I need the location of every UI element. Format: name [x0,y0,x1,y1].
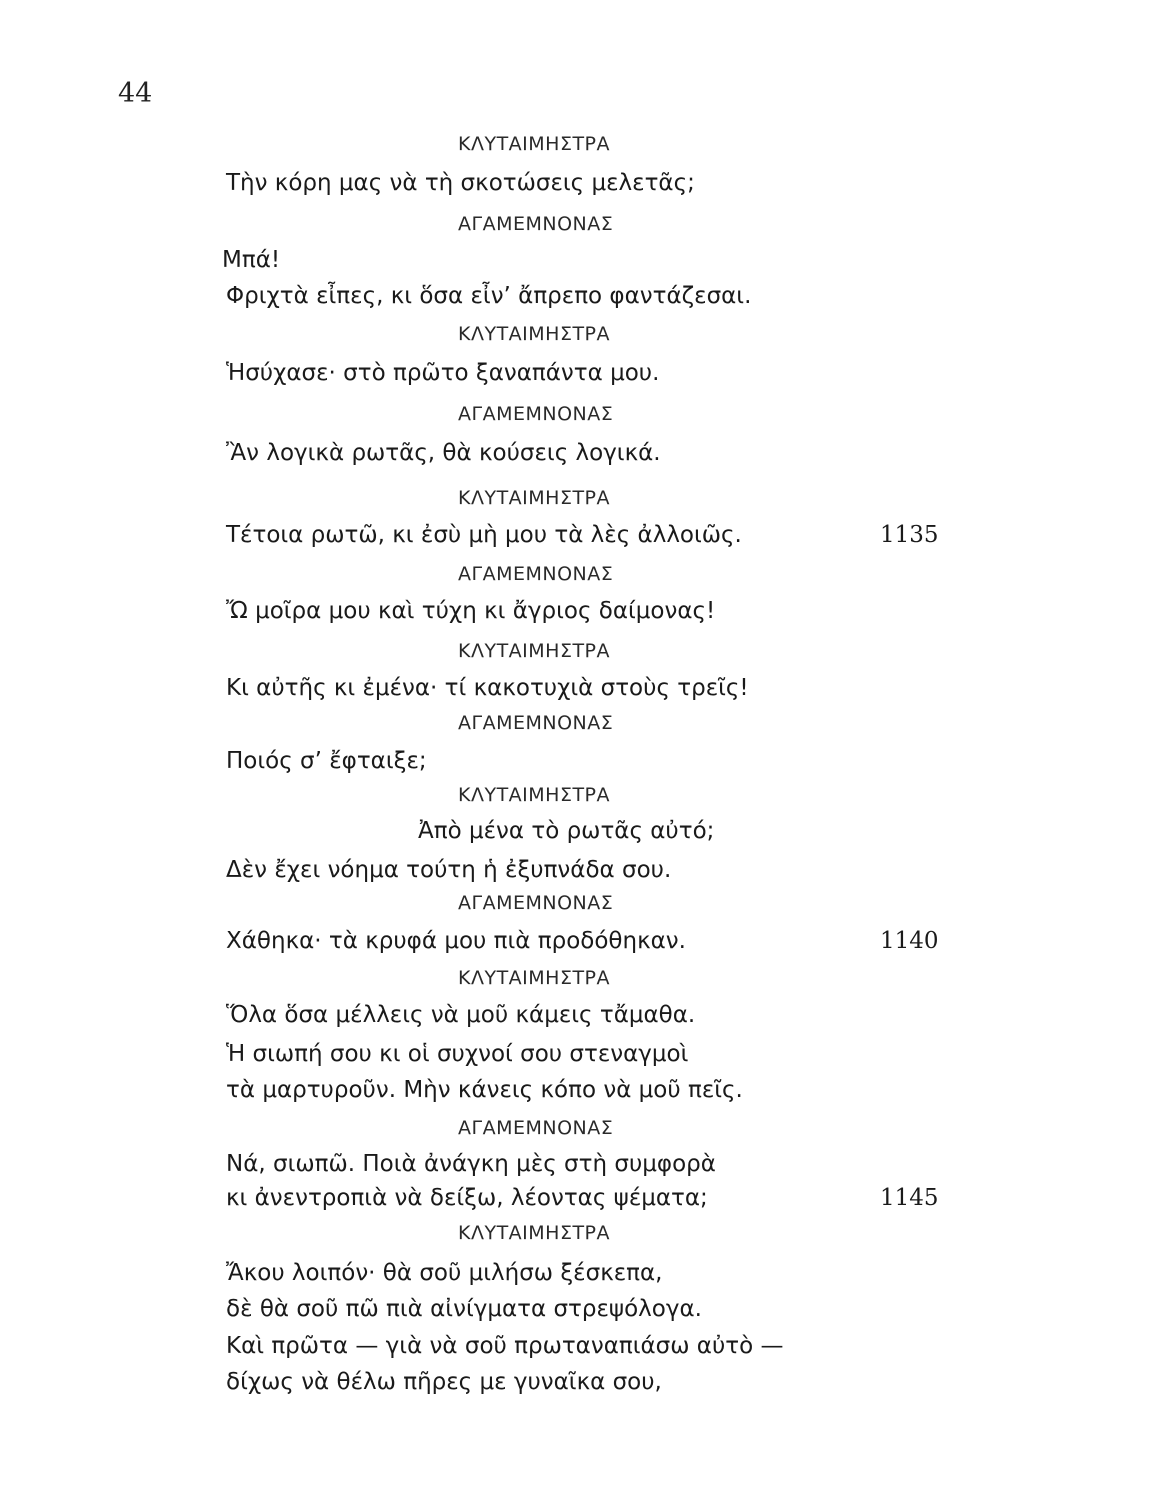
verse-line: Ἡ σιωπή σου κι οἱ συχνοί σου στεναγμοὶ [226,1041,689,1067]
verse-line: Τὴν κόρη μας νὰ τὴ σκοτώσεις μελετᾶς; [226,170,695,196]
line-number: 1135 [880,522,939,548]
verse-line: Νά, σιωπῶ. Ποιὰ ἀνάγκη μὲς στὴ συμφορὰ [226,1151,716,1177]
verse-line: κι ἀνεντροπιὰ νὰ δείξω, λέοντας ψέματα; [226,1185,708,1211]
verse-line: Φριχτὰ εἶπες, κι ὅσα εἶν’ ἄπρεπο φαντάζεσαι. [226,283,752,309]
verse-line: δίχως νὰ θέλω πῆρες με γυναῖκα σου, [226,1369,662,1395]
line-number: 1145 [880,1185,939,1211]
verse-line: δὲ θὰ σοῦ πῶ πιὰ αἰνίγματα στρεψόλογα. [226,1296,702,1322]
speaker-name: ΚΛΥΤΑΙΜΗΣΤΡΑ [458,133,611,155]
verse-line: Χάθηκα· τὰ κρυφά μου πιὰ προδόθηκαν. [226,928,686,954]
verse-line: Ἡσύχασε· στὸ πρῶτο ξαναπάντα μου. [226,360,660,386]
speaker-name: ΚΛΥΤΑΙΜΗΣΤΡΑ [458,640,611,662]
verse-line: Ἂν λογικὰ ρωτᾶς, θὰ κούσεις λογικά. [226,440,661,466]
verse-line: Ὤ μοῖρα μου καὶ τύχη κι ἄγριος δαίμονας! [226,598,716,624]
speaker-name: ΑΓΑΜΕΜΝΟΝΑΣ [458,213,614,235]
speaker-name: ΑΓΑΜΕΜΝΟΝΑΣ [458,403,614,425]
speaker-name: ΑΓΑΜΕΜΝΟΝΑΣ [458,712,614,734]
speaker-name: ΑΓΑΜΕΜΝΟΝΑΣ [458,563,614,585]
speaker-name: ΑΓΑΜΕΜΝΟΝΑΣ [458,892,614,914]
verse-line: Καὶ πρῶτα — γιὰ νὰ σοῦ πρωταναπιάσω αὐτὸ — [226,1333,784,1359]
verse-line: Μπά! [222,247,281,273]
speaker-name: ΚΛΥΤΑΙΜΗΣΤΡΑ [458,487,611,509]
verse-line: Ὅλα ὅσα μέλλεις νὰ μοῦ κάμεις τἄμαθα. [226,1002,696,1028]
speaker-name: ΚΛΥΤΑΙΜΗΣΤΡΑ [458,967,611,989]
speaker-name: ΚΛΥΤΑΙΜΗΣΤΡΑ [458,323,611,345]
speaker-name: ΚΛΥΤΑΙΜΗΣΤΡΑ [458,784,611,806]
verse-line: Κι αὐτῆς κι ἐμένα· τί κακοτυχιὰ στοὺς τρεῖς! [226,675,749,701]
speaker-name: ΑΓΑΜΕΜΝΟΝΑΣ [458,1117,614,1139]
verse-line: Ποιός σ’ ἔφταιξε; [226,748,427,774]
page-number: 44 [118,78,153,109]
verse-line: Ἀπὸ μένα τὸ ρωτᾶς αὐτό; [418,818,715,844]
line-number: 1140 [880,928,939,954]
verse-line: τὰ μαρτυροῦν. Μὴν κάνεις κόπο νὰ μοῦ πεῖς. [226,1077,743,1103]
speaker-name: ΚΛΥΤΑΙΜΗΣΤΡΑ [458,1222,611,1244]
verse-line: Τέτοια ρωτῶ, κι ἐσὺ μὴ μου τὰ λὲς ἀλλοιῶς. [226,522,742,548]
verse-line: Ἄκου λοιπόν· θὰ σοῦ μιλήσω ξέσκεπα, [226,1260,663,1286]
verse-line: Δὲν ἔχει νόημα τούτη ἡ ἐξυπνάδα σου. [226,857,672,883]
